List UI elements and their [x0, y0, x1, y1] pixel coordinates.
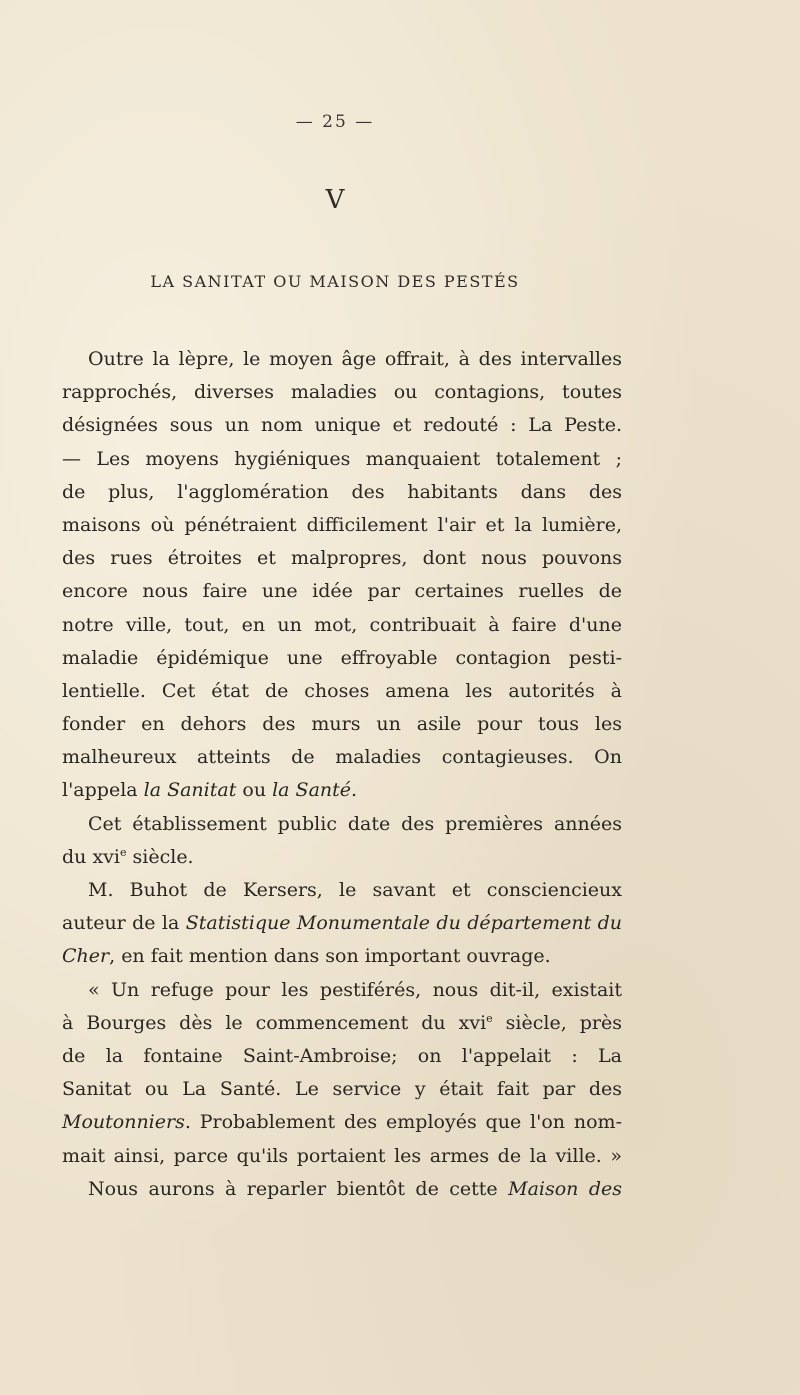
italic-title: Statistique Monumentale du département du	[185, 912, 622, 935]
body-text	[62, 343, 622, 1206]
text-line: des rues étroites et malpropres, dont nous pouvons	[62, 547, 622, 570]
italic-term: la Sanitat	[143, 779, 237, 802]
text-line: maisons où pénétraient difficilement l'air et la lumière,	[62, 513, 622, 536]
text-fragment: du xvi	[62, 845, 120, 868]
text-line	[62, 940, 622, 973]
text-fragment: , en fait mention dans son important ouvrage.	[109, 945, 551, 968]
superscript: e	[119, 845, 127, 859]
chapter-title: LA SANITAT OU MAISON DES PESTÉS	[150, 272, 520, 291]
text-fragment: ou	[236, 779, 273, 802]
text-line	[62, 907, 622, 940]
text-line: désignées sous un nom unique et redouté : La Peste.	[62, 414, 622, 437]
text-fragment: siècle.	[126, 845, 194, 868]
text-line: de la fontaine Saint-Ambroise; on l'appelait : La	[62, 1044, 622, 1067]
text-fragment: à Bourges dès le commencement du xvi	[62, 1011, 487, 1034]
text-line: notre ville, tout, en un mot, contribuait à faire d'une	[62, 613, 622, 636]
text-line	[62, 1173, 622, 1206]
text-line	[62, 841, 622, 874]
page-number: — 25 —	[295, 112, 375, 132]
text-fragment: auteur de la	[62, 912, 186, 935]
text-line: Outre la lèpre, le moyen âge offrait, à des intervalles	[88, 348, 622, 370]
text-line: maladie épidémique une effroyable contagion pesti-	[62, 646, 622, 669]
text-line: « Un refuge pour les pestiférés, nous dit-il, existait	[88, 978, 622, 1001]
superscript: e	[486, 1011, 493, 1025]
text-line	[62, 1007, 622, 1040]
text-line: malheureux atteints de maladies contagieuses. On	[62, 746, 622, 769]
text-fragment: l'appela	[62, 779, 144, 802]
text-fragment: . Probablement des employés que l'on nom-	[184, 1111, 622, 1134]
text-line: M. Buhot de Kersers, le savant et consciencieux	[88, 879, 622, 901]
chapter-numeral: V	[325, 185, 345, 215]
text-fragment: Nous aurons à reparler bientôt de cette	[88, 1177, 509, 1200]
text-line: encore nous faire une idée par certaines ruelles de	[62, 580, 622, 603]
text-line	[62, 1106, 622, 1139]
italic-title: Cher	[62, 945, 110, 968]
italic-title: Maison des	[508, 1177, 622, 1200]
text-line: lentielle. Cet état de choses amena les autorités à	[62, 679, 622, 702]
text-line: de plus, l'agglomération des habitants dans des	[62, 480, 622, 503]
text-fragment: siècle, près	[492, 1011, 622, 1034]
text-line: Cet établissement public date des premières années	[88, 812, 622, 835]
italic-term: la Santé.	[272, 779, 358, 802]
text-line: mait ainsi, parce qu'ils portaient les armes de la ville. »	[62, 1144, 622, 1167]
text-line	[62, 774, 622, 807]
text-line: rapprochés, diverses maladies ou contagions, toutes	[62, 381, 622, 404]
text-line: fonder en dehors des murs un asile pour tous les	[62, 713, 622, 736]
text-line: Sanitat ou La Santé. Le service y était fait par des	[62, 1078, 622, 1101]
italic-term: Moutonniers	[62, 1111, 185, 1134]
text-line: — Les moyens hygiéniques manquaient totalement ;	[62, 447, 622, 470]
